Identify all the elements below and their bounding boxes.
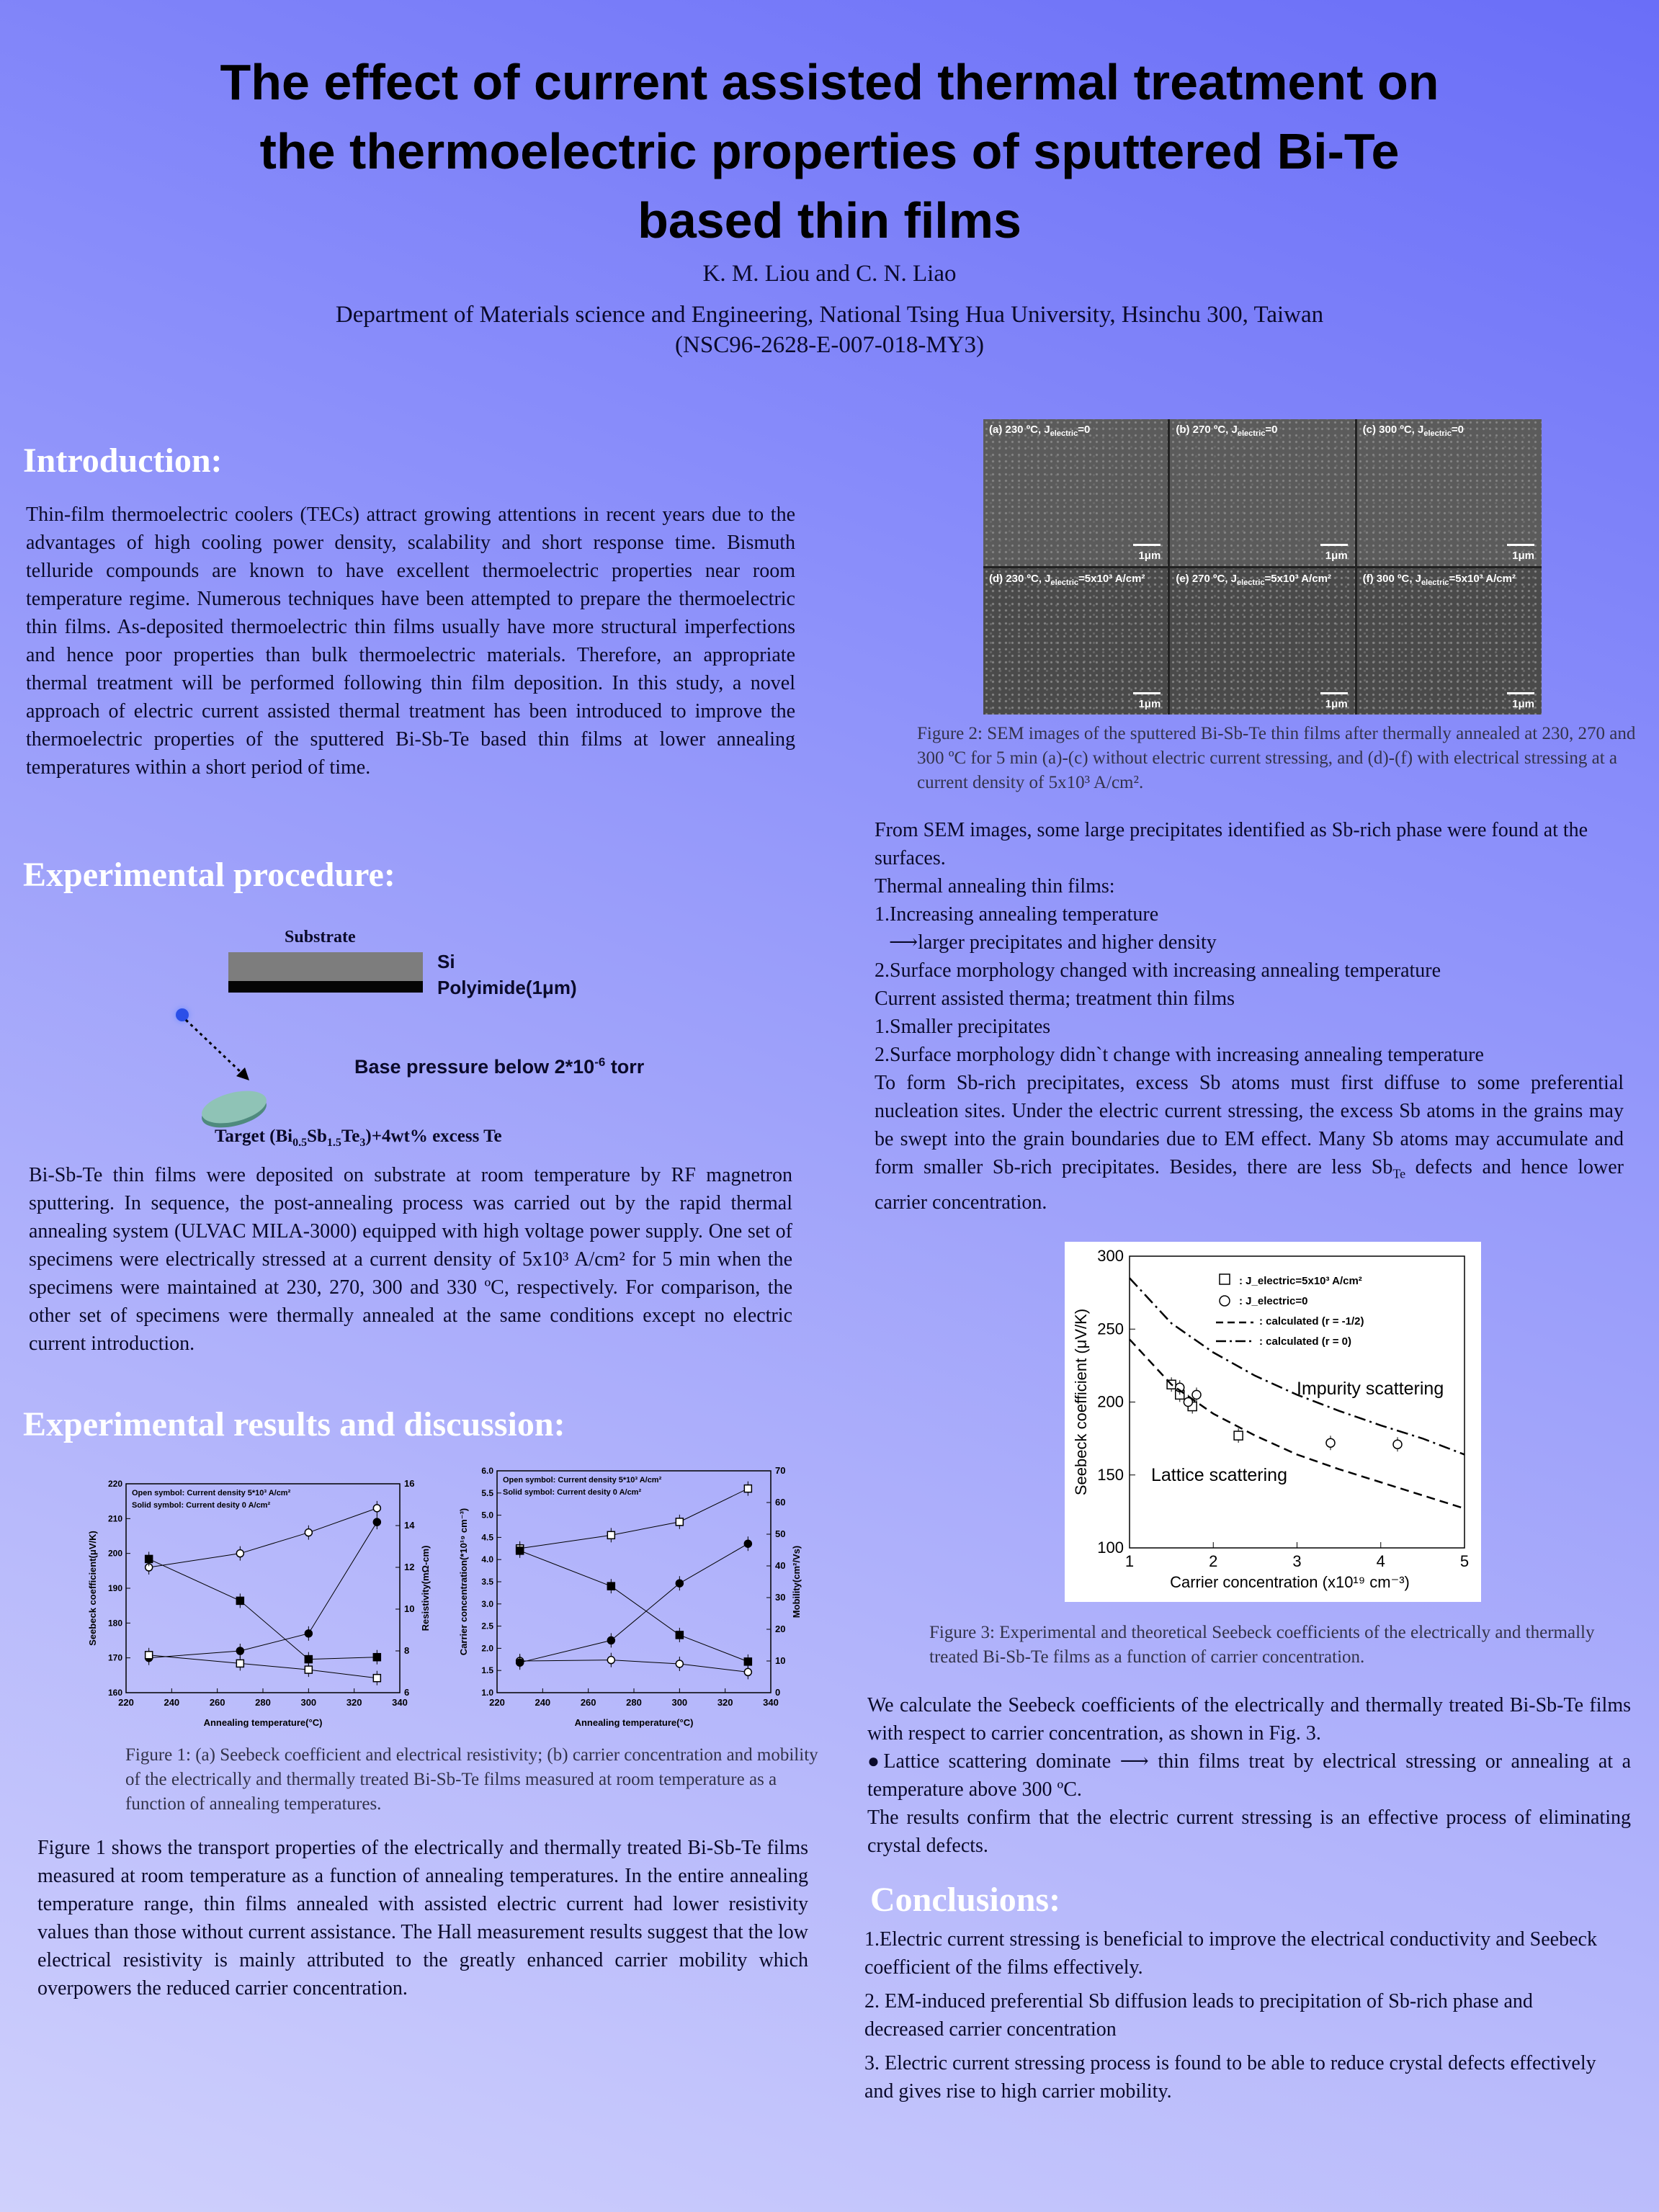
- x-axis-label: Carrier concentration (x10¹⁹ cm⁻³): [1170, 1573, 1410, 1591]
- y-tick-label: 4.5: [481, 1532, 493, 1543]
- legend-entry: : J_electric=0: [1239, 1295, 1308, 1307]
- experimental-text: Bi-Sb-Te thin films were deposited on substrate at room temperature by RF magnetron sputtering. In sequence, the post-annealing process was carried out by the rapid thermal annealing system (ULVAC MILA-3000) equipped with high voltage power supply. One set of specimens were electrically stressed at a current density of 5x10³ A/cm² for 5 min when the specimens were maintained at 230, 270, 300 and 330 ºC, respectively. For comparison, the other set of specimens were thermally annealed at the same conditions except no electric current introduction.: [29, 1164, 792, 1355]
- target-text-c: Te: [341, 1127, 360, 1146]
- data-point: [744, 1668, 751, 1675]
- discussion-text-end: defects and hence lower carrier concentration.: [875, 1156, 1624, 1214]
- annotation-impurity: Impurity scattering: [1297, 1379, 1444, 1399]
- data-point: [373, 1675, 380, 1682]
- pressure-text: Base pressure below 2*10: [354, 1056, 595, 1078]
- scale-bar-label: 1μm: [1325, 549, 1348, 562]
- data-point: [236, 1550, 243, 1557]
- data-point: [744, 1485, 751, 1492]
- discussion-line: Current assisted therma; treatment thin films: [875, 988, 1235, 1010]
- x-tick-label: 220: [118, 1697, 134, 1708]
- x-axis-label: Annealing temperature(°C): [574, 1717, 694, 1728]
- data-point: [373, 1518, 380, 1526]
- y-tick-label: 210: [107, 1513, 122, 1524]
- target-sub-2: 1.5: [326, 1137, 341, 1149]
- fig3-line-lattice: [867, 1747, 1631, 1804]
- x-tick-label: 1: [1124, 1552, 1135, 1570]
- data-point: [305, 1656, 312, 1663]
- plot-frame: [497, 1471, 771, 1693]
- y-tick-label: 100: [1097, 1539, 1124, 1557]
- y-tick-label: 220: [107, 1479, 122, 1489]
- scale-bar: [1507, 544, 1534, 546]
- polyimide-layer: [228, 981, 423, 993]
- data-point: [305, 1666, 312, 1673]
- figure-3-caption: Figure 3: Experimental and theoretical Seebeck coefficients of the electrically and thermally treated Bi-Sb-Te films as a function of carrier concentration.: [929, 1623, 1595, 1667]
- y-tick-label: 1.5: [481, 1665, 493, 1676]
- legend-entry: : calculated (r = 0): [1259, 1335, 1351, 1348]
- x-axis-label: Annealing temperature(°C): [203, 1717, 323, 1728]
- series-line: [520, 1544, 748, 1662]
- series: [146, 1515, 381, 1665]
- x-tick-label: 320: [717, 1697, 733, 1708]
- sem-panel-label: (f) 300 ºC, $J_{electric}=5x10^3$ A/cm²: [1362, 572, 1516, 587]
- sem-panel: [983, 568, 1168, 715]
- sem-panel-label: (b) 270 ºC, $J_{electric}=0$: [1176, 424, 1278, 438]
- discussion-line: larger precipitates and higher density: [918, 931, 1217, 954]
- discussion-text: To form Sb-rich precipitates, excess Sb atoms must first diffuse to some preferential nucleation sites. Under the electric current stressing, the excess Sb atoms in the grains may be swept into the grain boundaries due to EM effect. Many Sb atoms may accumulate and form smaller Sb-rich precipitates. Besides, there are less Sb: [875, 1072, 1624, 1178]
- x-tick-label: 4: [1376, 1552, 1385, 1570]
- base-pressure-label: [354, 1055, 644, 1078]
- title-line-2: the thermoelectric properties of sputtered Bi-Te: [259, 123, 1400, 179]
- fig3-bullet-text: ●Lattice scattering dominate: [867, 1750, 1112, 1773]
- series: [146, 1501, 381, 1575]
- sputtering-diagram: [158, 922, 706, 1152]
- conclusions-list: [864, 1925, 1614, 2105]
- conclusion-item: 2. EM-induced preferential Sb diffusion leads to precipitation of Sb-rich phase and decreased carrier concentration: [864, 1990, 1533, 2041]
- figure-3-chart: [1065, 1242, 1481, 1602]
- y-axis-label: Carrier concentration(*10¹⁹ cm⁻³): [458, 1508, 469, 1656]
- y2-tick-label: 0: [775, 1687, 781, 1698]
- figure-1-caption: Figure 1: (a) Seebeck coefficient and electrical resistivity; (b) carrier concentration and mobility of the electrically and thermally treated Bi-Sb-Te films measured at room temperature as a function of annealing temperatures.: [125, 1745, 818, 1814]
- y-tick-label: 250: [1097, 1320, 1124, 1338]
- target-text-b: Sb: [307, 1127, 327, 1146]
- y2-tick-label: 14: [404, 1520, 415, 1531]
- x-tick-label: 2: [1209, 1552, 1218, 1570]
- series: [146, 1551, 381, 1666]
- x-tick-label: 280: [626, 1697, 642, 1708]
- legend-entry: Solid symbol: Current desity 0 A/cm²: [132, 1501, 271, 1510]
- data-point: [146, 1555, 153, 1562]
- data-point: [517, 1547, 524, 1554]
- sem-panel-label: (e) 270 ºC, $J_{electric}=5x10^3$ A/cm²: [1176, 572, 1331, 587]
- y2-tick-label: 12: [404, 1562, 415, 1572]
- y-tick-label: 2.0: [481, 1643, 493, 1654]
- grant-number: (NSC96-2628-E-007-018-MY3): [675, 332, 984, 358]
- discussion-line: 2.Surface morphology changed with increasing annealing temperature: [875, 959, 1441, 982]
- x-tick-label: 280: [255, 1697, 271, 1708]
- data-point: [305, 1529, 312, 1536]
- y-tick-label: 180: [107, 1618, 122, 1629]
- data-point: [236, 1647, 243, 1654]
- data-point: [676, 1518, 683, 1526]
- scale-bar-label: 1μm: [1138, 549, 1161, 562]
- data-point: [146, 1652, 153, 1659]
- fig3-line: We calculate the Seebeck coefficients of the electrically and thermally treated Bi-Sb-Te films with respect to carrier concentration, as shown in Fig. 3.: [867, 1694, 1631, 1745]
- series-line: [149, 1522, 377, 1658]
- y2-tick-label: 10: [404, 1603, 415, 1614]
- figure-2-sem-grid: [983, 419, 1542, 715]
- y2-tick-label: 70: [775, 1465, 786, 1476]
- y-tick-label: 3.5: [481, 1577, 493, 1587]
- discussion-paragraph: [875, 1069, 1624, 1217]
- data-point: [607, 1531, 614, 1539]
- y2-tick-label: 30: [775, 1592, 786, 1603]
- scale-bar: [1320, 692, 1348, 694]
- y-tick-label: 300: [1097, 1247, 1124, 1265]
- sem-panel: [1170, 568, 1354, 715]
- figure-2-caption: Figure 2: SEM images of the sputtered Bi-Sb-Te thin films after thermally annealed at 230, 270 and 300 ºC for 5 min (a)-(c) without electric current stressing, and (d)-(f) with electrical stressing at a current density of 5x10³ A/cm².: [917, 724, 1636, 792]
- target-sub-1: 0.5: [292, 1137, 308, 1149]
- x-tick-label: 320: [346, 1697, 362, 1708]
- data-point: [236, 1660, 243, 1667]
- y-tick-label: 6.0: [481, 1466, 493, 1476]
- x-tick-label: 260: [580, 1697, 596, 1708]
- data-point: [676, 1580, 683, 1587]
- y2-tick-label: 50: [775, 1528, 786, 1539]
- y-axis-label: Seebeck coefficient (μV/K): [1072, 1308, 1090, 1496]
- experimental-heading: Experimental procedure:: [23, 856, 395, 894]
- x-tick-label: 220: [489, 1697, 505, 1708]
- y2-tick-label: 16: [404, 1478, 415, 1489]
- x-tick-label: 300: [300, 1697, 317, 1708]
- y-tick-label: 5.0: [481, 1510, 493, 1521]
- y2-tick-label: 6: [404, 1687, 410, 1698]
- target-label: [215, 1127, 502, 1150]
- affiliation-line: Department of Materials science and Engineering, National Tsing Hua University, Hsinchu 300, Taiwan: [335, 302, 1324, 328]
- y2-tick-label: 10: [775, 1655, 786, 1666]
- x-tick-label: 240: [535, 1697, 551, 1708]
- conclusion-item: 3. Electric current stressing process is found to be able to reduce crystal defects effectively and gives rise to high carrier mobility.: [864, 2052, 1596, 2103]
- scale-bar: [1133, 544, 1161, 546]
- y-tick-label: 1.0: [481, 1688, 493, 1698]
- data-point: [607, 1582, 614, 1590]
- scale-bar: [1507, 692, 1534, 694]
- data-point: [373, 1505, 380, 1512]
- legend-entry: : calculated (r = -1/2): [1259, 1315, 1364, 1327]
- y-tick-label: 3.0: [481, 1598, 493, 1609]
- data-point: [676, 1631, 683, 1639]
- right-arrow-icon: ⟶: [1119, 1750, 1149, 1773]
- y-tick-label: 4.0: [481, 1554, 493, 1565]
- y-tick-label: 170: [107, 1652, 122, 1663]
- data-point: [236, 1597, 243, 1604]
- sem-panel: [1357, 419, 1542, 566]
- title-line-3: based thin films: [638, 192, 1021, 248]
- y-tick-label: 190: [107, 1583, 122, 1593]
- x-tick-label: 340: [763, 1697, 779, 1708]
- sem-panel: [1170, 419, 1354, 566]
- scale-bar: [1320, 544, 1348, 546]
- x-tick-label: 240: [164, 1697, 180, 1708]
- y-tick-label: 160: [107, 1688, 122, 1698]
- legend-entry: Solid symbol: Current desity 0 A/cm²: [503, 1488, 642, 1497]
- sem-panel-label: (d) 230 ºC, $J_{electric}=5x10^3$ A/cm²: [989, 572, 1145, 587]
- x-tick-label: 3: [1292, 1552, 1302, 1570]
- data-point: [744, 1540, 751, 1547]
- fig3-line: The results confirm that the electric current stressing is an effective process of eliminating crystal defects.: [867, 1806, 1631, 1857]
- scale-bar-label: 1μm: [1325, 698, 1348, 710]
- y2-tick-label: 60: [775, 1497, 786, 1508]
- scale-bar: [1133, 692, 1161, 694]
- substrate-label: Substrate: [285, 928, 356, 946]
- data-point: [1192, 1390, 1201, 1399]
- figure-1a-chart: [72, 1462, 461, 1729]
- data-point: [1393, 1440, 1402, 1448]
- introduction-text: Thin-film thermoelectric coolers (TECs) attract growing attentions in recent years due to the advantages of high cooling power density, scalability and short response time. Bismuth telluride compounds are known to have excellent thermoelectric properties near room temperature regime. Numerous techniques have been attempted to prepare the thermoelectric thin films. As-deposited thermoelectric thin films usually have more structural imperfections and hence poor properties than bulk thermoelectric materials. Therefore, an appropriate thermal treatment will be performed following thin film deposition. In this study, a novel approach of electric current assisted thermal treatment has been introduced to improve the thermoelectric properties of the sputtered Bi-Sb-Te based thin films at lower annealing temperatures within a short period of time.: [26, 503, 795, 779]
- results-heading: Experimental results and discussion:: [23, 1405, 565, 1443]
- legend-entry: Open symbol: Current density 5*10³ A/cm²: [132, 1489, 291, 1497]
- discussion-line: 1.Smaller precipitates: [875, 1016, 1051, 1038]
- poster-title: [0, 48, 1659, 255]
- series: [146, 1648, 381, 1685]
- data-point: [676, 1660, 683, 1667]
- figure-3-text: [867, 1691, 1631, 1860]
- legend-entry: : J_electric=5x10³ A/cm²: [1239, 1275, 1362, 1287]
- results-text: Figure 1 shows the transport properties of the electrically and thermally treated Bi-Sb-Te films measured at room temperature as a function of annealing temperatures. In the entire annealing temperature range, thin films annealed with assisted electric current had lower resistivity values than those without current assistance. The Hall measurement results suggest that the low electrical resistivity is mainly attributed to the greatly enhanced carrier mobility which overpowers the reduced carrier concentration.: [37, 1837, 808, 2000]
- y2-tick-label: 20: [775, 1624, 786, 1634]
- data-point: [1326, 1438, 1335, 1447]
- x-tick-label: 300: [671, 1697, 688, 1708]
- si-label: Si: [437, 951, 455, 972]
- series: [517, 1536, 752, 1670]
- data-point: [607, 1636, 614, 1644]
- y2-axis-label: Resistivity(mΩ-cm): [420, 1545, 431, 1631]
- pressure-exponent: -6: [594, 1055, 606, 1069]
- y2-tick-label: 40: [775, 1560, 786, 1571]
- sem-panel-label: (a) 230 ºC, $J_{electric}=0$: [989, 424, 1091, 438]
- si-layer: [228, 952, 423, 981]
- sem-panel: [1357, 568, 1542, 715]
- series-line: [520, 1660, 748, 1673]
- data-point: [1234, 1431, 1243, 1440]
- fig3-bullet-tail: thin films treat by electrical stressing or annealing at a temperature above 300 ºC.: [867, 1750, 1632, 1801]
- sem-discussion: [875, 816, 1624, 1217]
- series-line: [149, 1559, 377, 1659]
- right-arrow-icon: ⟶: [889, 931, 918, 954]
- introduction-heading: Introduction:: [23, 442, 223, 480]
- pressure-unit: torr: [605, 1056, 645, 1078]
- discussion-sub: Te: [1392, 1166, 1406, 1181]
- data-point: [744, 1658, 751, 1665]
- plot-frame: [126, 1484, 400, 1693]
- y-tick-label: 200: [1097, 1392, 1124, 1411]
- polyimide-label: Polyimide(1μm): [437, 977, 577, 998]
- scale-bar-label: 1μm: [1512, 549, 1534, 562]
- scale-bar-label: 1μm: [1512, 698, 1534, 710]
- data-point: [305, 1630, 312, 1637]
- data-point: [1220, 1296, 1230, 1306]
- sputter-arrow: [180, 1016, 267, 1088]
- discussion-line: 2.Surface morphology didn`t change with increasing annealing temperature: [875, 1044, 1484, 1066]
- y-tick-label: 5.5: [481, 1487, 493, 1498]
- discussion-line: 1.Increasing annealing temperature: [875, 903, 1159, 926]
- scale-bar-label: 1μm: [1138, 698, 1161, 710]
- discussion-line: From SEM images, some large precipitates identified as Sb-rich phase were found at the surfaces.: [875, 819, 1588, 869]
- title-line-1: The effect of current assisted thermal treatment on: [220, 54, 1439, 110]
- data-point: [517, 1659, 524, 1666]
- y-tick-label: 150: [1097, 1465, 1124, 1484]
- figure-1b-chart: [454, 1462, 828, 1729]
- series-line: [520, 1489, 748, 1549]
- data-point: [607, 1657, 614, 1664]
- y-tick-label: 200: [107, 1548, 122, 1559]
- series-line: [520, 1551, 748, 1662]
- y-axis-label: Seebeck coefficient(μV/K): [87, 1531, 98, 1646]
- data-point: [373, 1654, 380, 1661]
- target-text-a: Target (Bi: [215, 1127, 293, 1146]
- figure-3-panel: [1065, 1242, 1481, 1602]
- discussion-line-arrow: [875, 928, 1624, 957]
- legend-entry: Open symbol: Current density 5*10³ A/cm²: [503, 1476, 662, 1485]
- sem-panel-label: (c) 300 ºC, $J_{electric}=0$: [1362, 424, 1464, 438]
- y-tick-label: 2.5: [481, 1621, 493, 1631]
- x-tick-label: 5: [1459, 1552, 1470, 1570]
- sem-panel: [983, 419, 1168, 566]
- x-tick-label: 260: [209, 1697, 225, 1708]
- series-line: [149, 1508, 377, 1567]
- annotation-lattice: Lattice scattering: [1151, 1465, 1287, 1485]
- authors: K. M. Liou and C. N. Liao: [702, 261, 957, 287]
- x-tick-label: 340: [392, 1697, 408, 1708]
- y2-axis-label: Mobility(cm²/Vs): [791, 1545, 802, 1618]
- y2-tick-label: 8: [404, 1645, 410, 1656]
- series: [517, 1653, 752, 1680]
- conclusion-item: 1.Electric current stressing is beneficial to improve the electrical conductivity and Seebeck coefficient of the films effectively.: [864, 1928, 1597, 1979]
- discussion-line: Thermal annealing thin films:: [875, 875, 1115, 897]
- data-point: [1220, 1274, 1230, 1284]
- target-sub-3: 3: [359, 1137, 366, 1149]
- target-text-d: )+4wt% excess Te: [365, 1127, 502, 1146]
- affiliation: [0, 300, 1659, 360]
- conclusions-heading: Conclusions:: [870, 1881, 1061, 1919]
